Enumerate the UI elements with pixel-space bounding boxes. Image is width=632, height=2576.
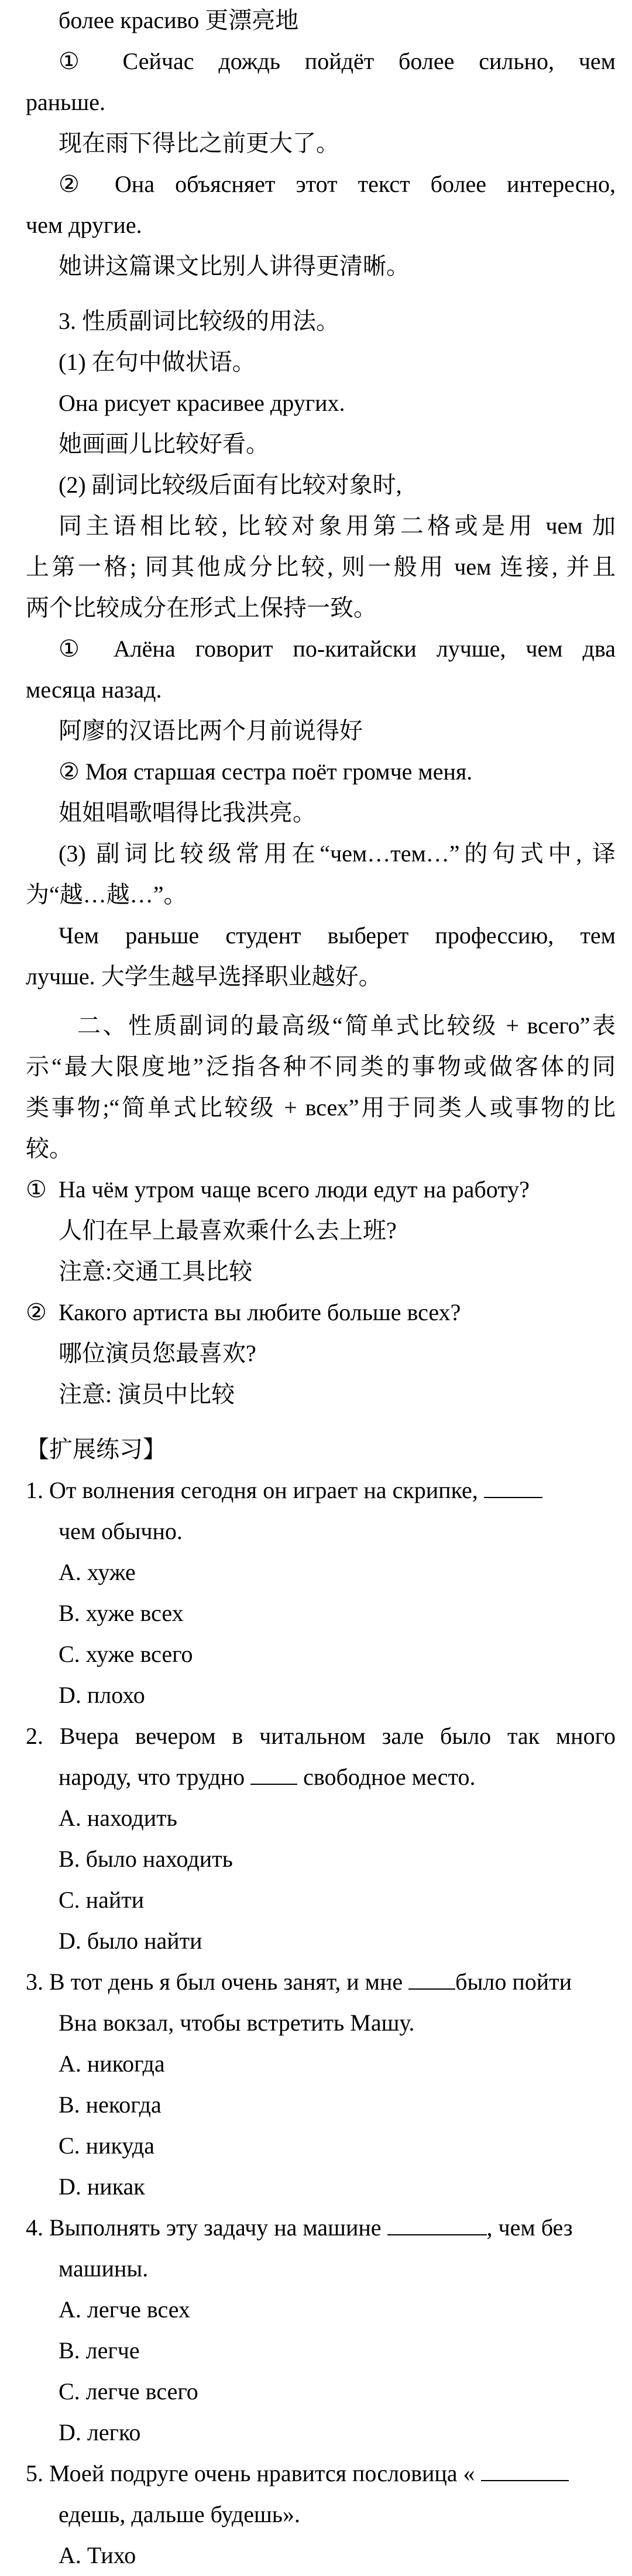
option-c: C. найти [59, 1887, 145, 1913]
option-c: C. никуда [59, 2132, 154, 2159]
question-text: было пойти [455, 1969, 572, 1995]
section-heading: 3. 性质副词比较级的用法。 [59, 308, 339, 334]
text-line: 阿廖的汉语比两个月前说得好 [59, 717, 363, 744]
text-line: месяца назад. [26, 676, 162, 703]
answer-blank [250, 1765, 297, 1785]
text-line: ① Алёна говорит по-китайски лучше, чем два [59, 636, 616, 662]
question-line [26, 1470, 616, 1511]
text-line: (1) 在句中做状语。 [59, 349, 256, 375]
text-line: 哪位演员您最喜欢? [59, 1340, 256, 1366]
option-b: B. легче [59, 2337, 140, 2364]
question-line: машины. [59, 2255, 149, 2282]
text-line: 现在雨下得比之前更大了。 [59, 130, 339, 156]
item-number: ① [26, 1176, 47, 1203]
text-line: 她讲这篇课文比别人讲得更清晰。 [59, 253, 410, 279]
question-text: 3. В тот день я был очень занят, и мне [26, 1969, 403, 1995]
question-text: , чем без [486, 2214, 573, 2241]
text-line: (3) 副词比较级常用在“чем…тем…”的句式中, 译 [59, 840, 616, 867]
text-line: 两个比较成分在形式上保持一致。 [26, 595, 377, 621]
option-b: B. было находить [59, 1846, 233, 1872]
option-d: D. никак [59, 2173, 145, 2200]
text-line: 上第一格; 同其他成分比较, 则一般用 чем 连接, 并且 [26, 554, 616, 580]
answer-blank [481, 2461, 569, 2481]
answer-blank [484, 1478, 542, 1498]
text-line: 类事物;“简单式比较级 + всех”用于同类人或事物的比 [26, 1094, 616, 1121]
question-line: Вна вокзал, чтобы встретить Машу. [59, 2010, 415, 2036]
option-a: A. находить [59, 1805, 177, 1831]
text-line: чем другие. [26, 212, 142, 238]
question-line [26, 1757, 616, 1798]
option-a: A. легче всех [59, 2296, 190, 2323]
question-line: чем обычно. [59, 1518, 183, 1544]
example-item [26, 1169, 616, 1210]
text-line: 为“越…越…”。 [26, 881, 187, 908]
question-line [26, 2453, 616, 2494]
option-b: B. хуже всех [59, 1600, 184, 1626]
text-line: 注意:交通工具比较 [59, 1258, 253, 1284]
text-line: 二、性质副词的最高级“简单式比较级 + всего”表 [77, 1012, 616, 1039]
question-text: 4. Выполнять эту задачу на машине [26, 2214, 382, 2241]
option-b: B. некогда [59, 2091, 162, 2118]
question-text: 5. Моей подруге очень нравится пословица « [26, 2460, 475, 2486]
question-line [26, 1962, 616, 2003]
text-line: ② Она объясняет этот текст более интересно, [59, 171, 616, 197]
question-text: свободное место. [303, 1764, 476, 1790]
text-line: 她画画儿比较好看。 [59, 431, 269, 457]
text-line: (2) 副词比较级后面有比较对象时, [59, 472, 402, 498]
text-line: 示“最大限度地”泛指各种不同类的事物或做客体的同 [26, 1053, 616, 1080]
text-line: 较。 [26, 1135, 73, 1162]
answer-blank [408, 1970, 455, 1990]
item-number: ② [26, 1299, 47, 1325]
question-line [26, 2207, 616, 2248]
text-line: более красиво 更漂亮地 [59, 7, 299, 33]
option-d: D. легко [59, 2419, 141, 2446]
question-line: 2. Вчера вечером в читальном зале было так много [26, 1723, 616, 1749]
text-line: ① Сейчас дождь пойдёт более сильно, чем [59, 48, 616, 74]
option-d: D. плохо [59, 1682, 145, 1708]
option-a: A. никогда [59, 2051, 165, 2077]
practice-heading: 【扩展练习】 [26, 1436, 166, 1462]
text-line: Чем раньше студент выберет профессию, тем [59, 922, 616, 949]
option-a: A. Тихо [59, 2542, 136, 2568]
option-d: D. было найти [59, 1928, 202, 1954]
answer-blank [387, 2216, 487, 2235]
option-c: C. легче всего [59, 2378, 198, 2405]
text-line: 注意: 演员中比较 [59, 1381, 235, 1407]
option-c: C. хуже всего [59, 1641, 193, 1667]
question-line: едешь, дальше будешь». [59, 2501, 301, 2527]
text-line: 姐姐唱歌唱得比我洪亮。 [59, 799, 316, 826]
text-line: Какого артиста вы любите больше всех? [59, 1299, 461, 1325]
example-item [26, 1292, 616, 1333]
text-line: Она рисует красивее других. [59, 390, 345, 416]
text-line: ② Моя старшая сестра поёт громче меня. [59, 758, 473, 785]
question-text: 1. От волнения сегодня он играет на скрипке, [26, 1477, 478, 1503]
option-a: A. хуже [59, 1559, 136, 1585]
question-text: народу, что трудно [59, 1764, 245, 1790]
text-line: лучше. 大学生越早选择职业越好。 [26, 963, 382, 990]
text-line: 同主语相比较, 比较对象用第二格或是用 чем 加 [59, 513, 616, 539]
text-line: На чём утром чаще всего люди едут на работу? [59, 1176, 530, 1203]
text-line: раньше. [26, 89, 105, 115]
text-line: 人们在早上最喜欢乘什么去上班? [59, 1217, 397, 1244]
